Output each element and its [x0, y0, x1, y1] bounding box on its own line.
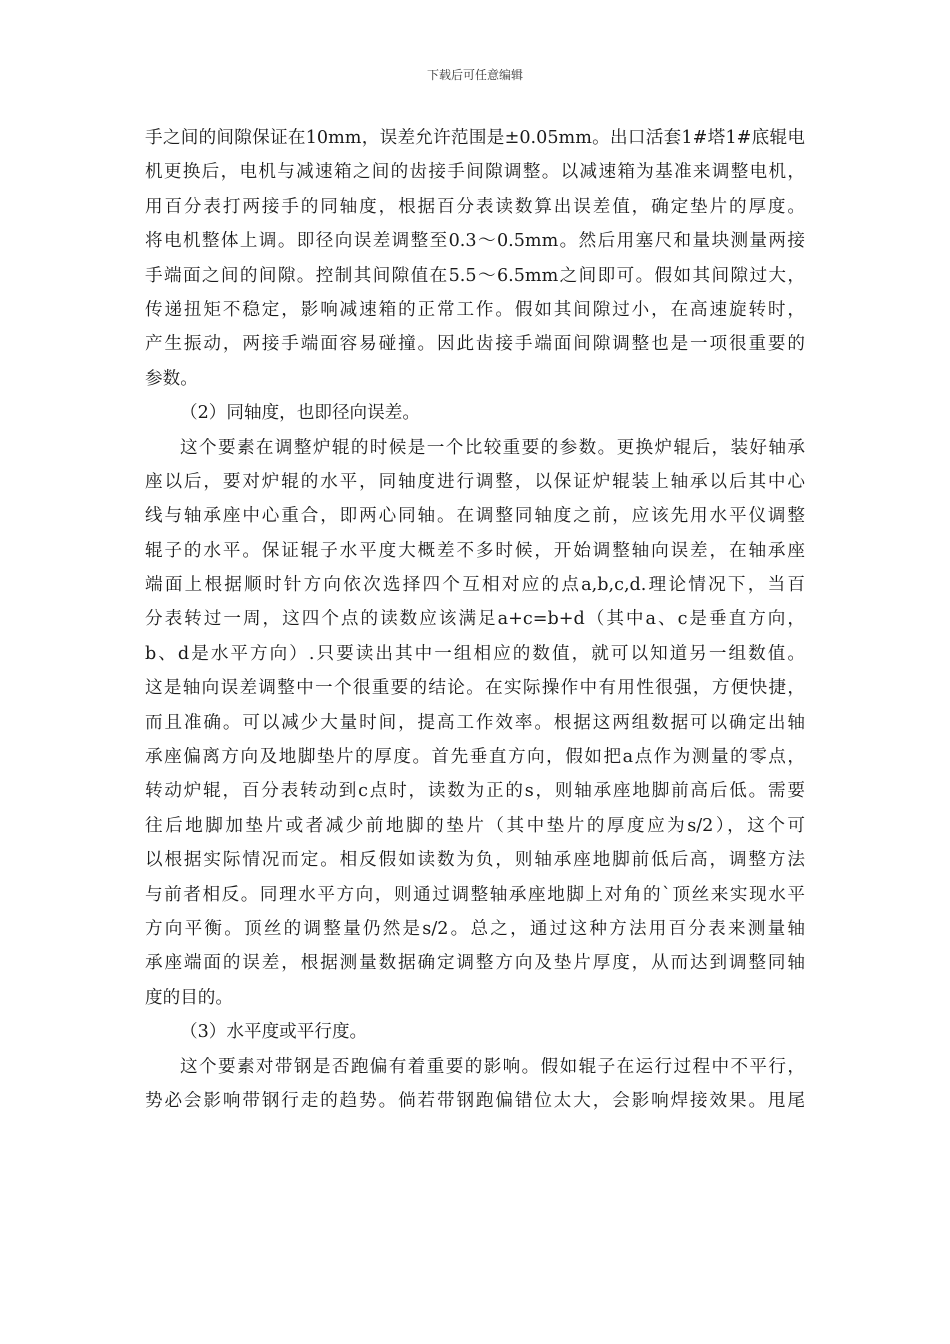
text-line: 承座偏离方向及地脚垫片的厚度。首先垂直方向，假如把a点作为测量的零点，	[145, 747, 805, 768]
text-line: 参数。	[145, 368, 198, 389]
text-line: 这个要素在调整炉辊的时候是一个比较重要的参数。更换炉辊后，装好轴承	[180, 437, 805, 458]
text-line: 势必会影响带钢行走的趋势。倘若带钢跑偏错位太大，会影响焊接效果。甩尾	[145, 1090, 805, 1111]
text-line: 分表转过一周，这四个点的读数应该满足a+c=b+d（其中a、c是垂直方向，	[145, 609, 805, 630]
text-line: 这是轴向误差调整中一个很重要的结论。在实际操作中有用性很强，方便快捷，	[145, 678, 805, 699]
text-line: 将电机整体上调。即径向误差调整至0.3～0.5mm。然后用塞尺和量块测量两接	[145, 231, 805, 252]
body-text	[145, 121, 805, 1118]
text-line: 线与轴承座中心重合，即两心同轴。在调整同轴度之前，应该先用水平仪调整	[145, 506, 805, 527]
text-line: b、d是水平方向）.只要读出其中一组相应的数值，就可以知道另一组数值。	[145, 643, 805, 664]
text-line: 手端面之间的间隙。控制其间隙值在5.5～6.5mm之间即可。假如其间隙过大，	[145, 265, 805, 286]
text-line: （3）水平度或平行度。	[180, 1022, 368, 1043]
text-line: 座以后，要对炉辊的水平，同轴度进行调整，以保证炉辊装上轴承以后其中心	[145, 471, 805, 492]
text-line: 手之间的间隙保证在10mm，误差允许范围是±0.05mm。出口活套1#塔1#底辊电	[145, 128, 805, 148]
text-line: 传递扭矩不稳定，影响减速箱的正常工作。假如其间隙过小，在高速旋转时，	[145, 299, 805, 320]
text-line: 往后地脚加垫片或者减少前地脚的垫片（其中垫片的厚度应为s/2），这个可	[145, 815, 805, 836]
text-line: 这个要素对带钢是否跑偏有着重要的影响。假如辊子在运行过程中不平行，	[180, 1056, 805, 1077]
text-line: 机更换后，电机与减速箱之间的齿接手间隙调整。以减速箱为基准来调整电机，	[145, 162, 805, 183]
text-line: 而且准确。可以减少大量时间，提高工作效率。根据这两组数据可以确定出轴	[145, 712, 805, 733]
text-line: 用百分表打两接手的同轴度，根据百分表读数算出误差值，确定垫片的厚度。	[145, 196, 805, 217]
text-line: 承座端面的误差，根据测量数据确定调整方向及垫片厚度，从而达到调整同轴	[145, 953, 805, 974]
text-line: 以根据实际情况而定。相反假如读数为负，则轴承座地脚前低后高，调整方法	[145, 850, 805, 871]
text-line: 方向平衡。顶丝的调整量仍然是s/2。总之，通过这种方法用百分表来测量轴	[145, 918, 805, 939]
text-line: 度的目的。	[145, 987, 233, 1008]
text-line: 转动炉辊，百分表转动到c点时，读数为正的s，则轴承座地脚前高后低。需要	[145, 781, 805, 802]
text-line: 端面上根据顺时针方向依次选择四个互相对应的点a,b,c,d.理论情况下，当百	[145, 575, 805, 596]
page-header: 下载后可任意编辑	[426, 68, 523, 82]
text-line: （2）同轴度，也即径向误差。	[180, 403, 420, 424]
text-line: 与前者相反。同理水平方向，则通过调整轴承座地脚上对角的`顶丝来实现水平	[145, 884, 805, 905]
text-line: 辊子的水平。保证辊子水平度大概差不多时候，开始调整轴向误差，在轴承座	[145, 540, 805, 561]
text-line: 产生振动，两接手端面容易碰撞。因此齿接手端面间隙调整也是一项很重要的	[145, 334, 805, 355]
